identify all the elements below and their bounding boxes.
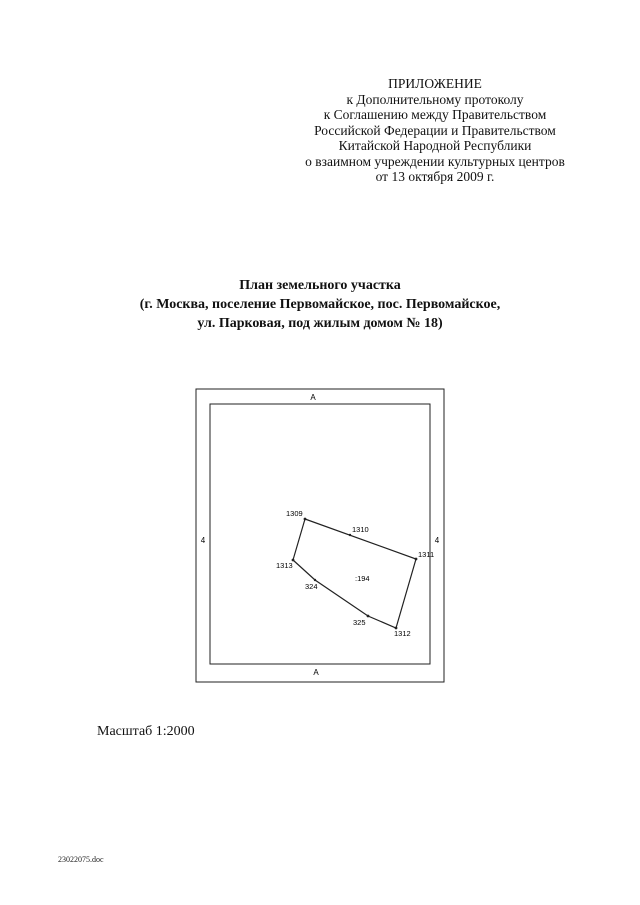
vertex-marker — [367, 615, 370, 618]
appendix-line: о взаимном учреждении культурных центров — [305, 153, 565, 169]
point-label-1309: 1309 — [286, 509, 303, 518]
side-label-bottom: А — [313, 668, 319, 677]
document-filename: 23022075.doc — [58, 855, 104, 864]
point-label-1313: 1313 — [276, 561, 293, 570]
point-label-1311: 1311 — [418, 550, 435, 559]
appendix-line: Российской Федерации и Правительством — [314, 122, 556, 138]
appendix-line: к Дополнительному протоколу — [346, 91, 524, 107]
scale-label: Масштаб 1:2000 — [97, 724, 195, 739]
outer-frame — [196, 389, 444, 682]
point-label-325: 325 — [353, 618, 366, 627]
plan-title-line: (г. Москва, поселение Первомайское, пос. Первомайское, — [139, 297, 501, 312]
vertex-marker — [314, 579, 316, 581]
appendix-title: ПРИЛОЖЕНИЕ — [388, 76, 482, 91]
appendix-date: от 13 октября 2009 г. — [375, 169, 495, 184]
vertex-marker — [349, 534, 351, 536]
point-label-1312: 1312 — [394, 629, 411, 638]
appendix-line: к Соглашению между Правительством — [323, 107, 547, 122]
plan-title-line: План земельного участка — [239, 278, 401, 293]
side-label-top: А — [310, 393, 316, 402]
point-label-324: 324 — [305, 582, 318, 591]
vertex-marker — [415, 558, 418, 561]
side-label-left: 4 — [200, 536, 206, 545]
side-label-right: 4 — [434, 536, 440, 545]
parcel-number: :194 — [355, 574, 370, 583]
appendix-line: Китайской Народной Республики — [338, 138, 532, 153]
point-label-1310: 1310 — [352, 525, 369, 534]
vertex-marker — [304, 518, 307, 521]
plan-title-line: ул. Парковая, под жилым домом № 18) — [197, 316, 443, 331]
